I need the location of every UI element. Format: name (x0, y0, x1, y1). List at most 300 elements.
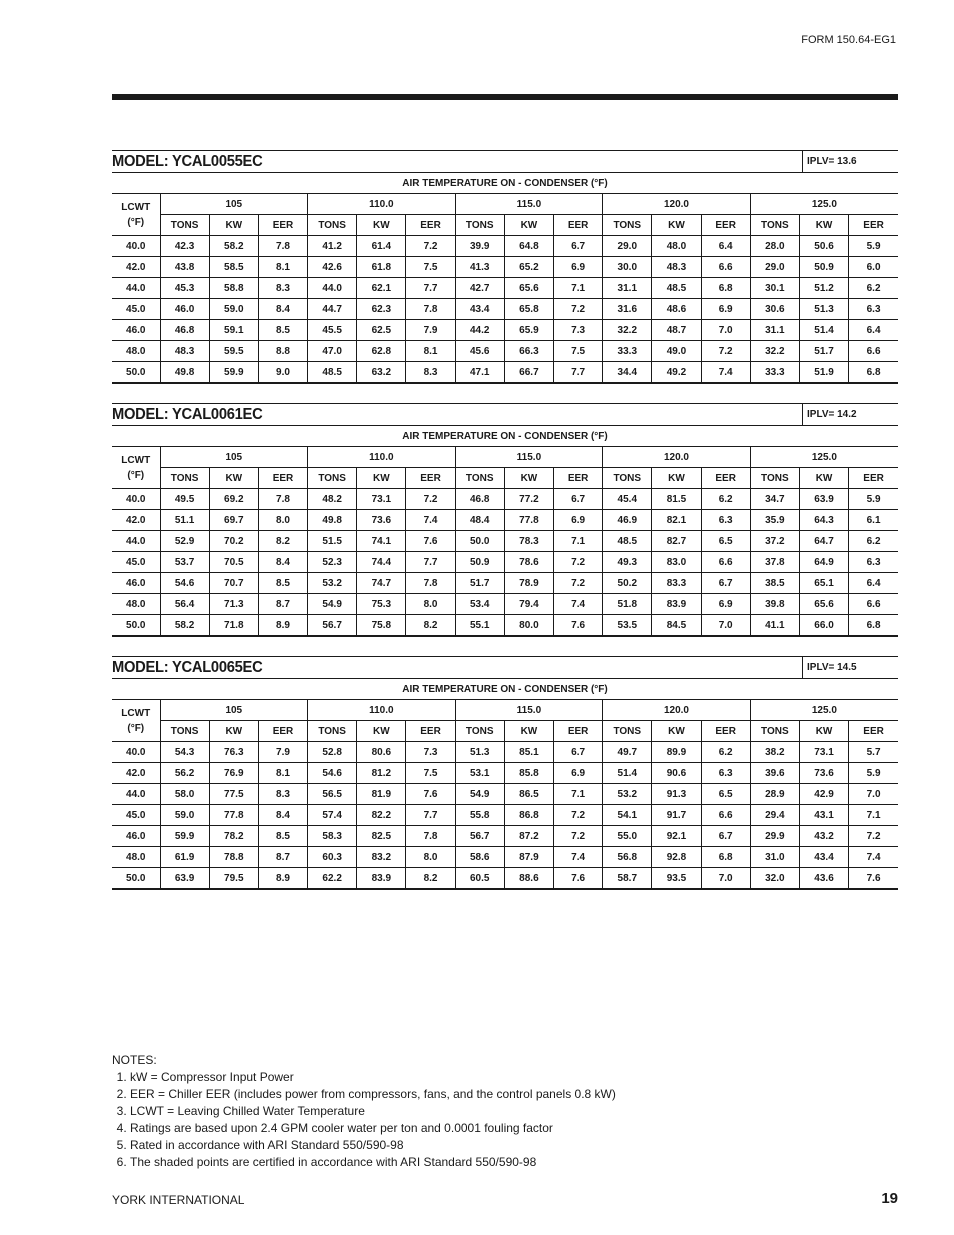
table-cell: 86.8 (504, 805, 553, 826)
column-header: TONS (308, 468, 357, 489)
table-cell: 81.9 (357, 784, 406, 805)
table-cell: 50.0 (112, 615, 160, 637)
table-cell: 82.5 (357, 826, 406, 847)
table-cell: 40.0 (112, 236, 160, 257)
table-cell: 44.0 (112, 784, 160, 805)
table-cell: 64.7 (799, 531, 848, 552)
table-cell: 8.2 (406, 615, 455, 637)
table-cell: 7.1 (554, 278, 603, 299)
table-row (112, 594, 898, 615)
table-cell: 37.2 (750, 531, 799, 552)
table-cell: 62.1 (357, 278, 406, 299)
table-cell: 30.6 (750, 299, 799, 320)
table-cell: 56.2 (160, 763, 209, 784)
column-header: EER (406, 215, 455, 236)
table-cell: 42.0 (112, 763, 160, 784)
table-cell: 84.5 (652, 615, 701, 637)
table-cell: 39.6 (750, 763, 799, 784)
table-row (112, 805, 898, 826)
table-cell: 65.9 (504, 320, 553, 341)
table-cell: 79.4 (504, 594, 553, 615)
table-cell: 7.8 (258, 236, 307, 257)
table-cell: 73.6 (799, 763, 848, 784)
column-header: KW (357, 468, 406, 489)
table-cell: 5.9 (849, 236, 898, 257)
table-cell: 7.2 (554, 573, 603, 594)
column-header: KW (209, 468, 258, 489)
table-cell: 5.9 (849, 763, 898, 784)
table-cell: 7.8 (406, 573, 455, 594)
table-cell: 7.5 (406, 763, 455, 784)
table-row (112, 552, 898, 573)
table-cell: 50.0 (112, 362, 160, 384)
table-cell: 70.2 (209, 531, 258, 552)
temp-header: 115.0 (455, 700, 603, 721)
table-cell: 48.5 (652, 278, 701, 299)
lcwt-label: LCWT (121, 454, 151, 466)
note-item: 6. The shaded points are certified in accordance with ARI Standard 550/590-98 (130, 1154, 616, 1171)
column-header: TONS (603, 215, 652, 236)
table-cell: 54.3 (160, 742, 209, 763)
model-header (112, 403, 898, 426)
column-header: TONS (455, 215, 504, 236)
air-temp-label: AIR TEMPERATURE ON - CONDENSER (°F) (112, 173, 898, 194)
table-row (112, 236, 898, 257)
note-item: 5. Rated in accordance with ARI Standard 550/590-98 (130, 1137, 616, 1154)
table-cell: 43.1 (799, 805, 848, 826)
temp-header: 115.0 (455, 447, 603, 468)
table-cell: 51.1 (160, 510, 209, 531)
table-cell: 7.4 (554, 594, 603, 615)
table-cell: 59.0 (160, 805, 209, 826)
model-header (112, 656, 898, 679)
table-cell: 74.7 (357, 573, 406, 594)
temp-header: 125.0 (750, 447, 898, 468)
table-cell: 7.1 (554, 531, 603, 552)
table-cell: 32.2 (750, 341, 799, 362)
table-cell: 7.6 (406, 784, 455, 805)
table-cell: 56.7 (308, 615, 357, 637)
table-cell: 6.9 (701, 594, 750, 615)
table-cell: 55.1 (455, 615, 504, 637)
note-item: 4. Ratings are based upon 2.4 GPM cooler water per ton and 0.0001 fouling factor (130, 1120, 616, 1137)
table-cell: 58.0 (160, 784, 209, 805)
note-item: 1. kW = Compressor Input Power (130, 1069, 616, 1086)
iplv-value: IPLV= 13.6 (802, 151, 898, 172)
table-cell: 7.8 (258, 489, 307, 510)
table-cell: 43.8 (160, 257, 209, 278)
table-cell: 46.8 (160, 320, 209, 341)
table-cell: 7.7 (554, 362, 603, 384)
table-cell: 6.8 (701, 847, 750, 868)
column-header: EER (406, 468, 455, 489)
table-cell: 58.2 (160, 615, 209, 637)
table-cell: 31.1 (750, 320, 799, 341)
temp-header: 110.0 (308, 700, 456, 721)
table-cell: 53.7 (160, 552, 209, 573)
air-temp-row (112, 426, 898, 447)
table-cell: 64.3 (799, 510, 848, 531)
table-cell: 77.8 (209, 805, 258, 826)
table-cell: 31.6 (603, 299, 652, 320)
table-cell: 39.9 (455, 236, 504, 257)
table-cell: 92.1 (652, 826, 701, 847)
table-cell: 8.3 (258, 278, 307, 299)
table-cell: 58.7 (603, 868, 652, 890)
table-cell: 6.3 (701, 510, 750, 531)
table-cell: 53.4 (455, 594, 504, 615)
table-cell: 6.3 (701, 763, 750, 784)
column-header-row (112, 721, 898, 742)
table-cell: 49.3 (603, 552, 652, 573)
table-cell: 44.0 (112, 531, 160, 552)
table-cell: 51.7 (799, 341, 848, 362)
table-row (112, 257, 898, 278)
table-cell: 53.2 (308, 573, 357, 594)
table-cell: 33.3 (603, 341, 652, 362)
table-cell: 7.6 (849, 868, 898, 890)
column-header: EER (701, 721, 750, 742)
column-header: EER (406, 721, 455, 742)
table-cell: 8.9 (258, 868, 307, 890)
table-cell: 8.5 (258, 320, 307, 341)
table-cell: 7.0 (701, 868, 750, 890)
table-cell: 70.5 (209, 552, 258, 573)
table-cell: 6.4 (701, 236, 750, 257)
table-cell: 47.1 (455, 362, 504, 384)
table-cell: 61.9 (160, 847, 209, 868)
table-cell: 7.9 (258, 742, 307, 763)
table-cell: 69.7 (209, 510, 258, 531)
table-cell: 63.2 (357, 362, 406, 384)
table-row (112, 573, 898, 594)
table-cell: 8.0 (258, 510, 307, 531)
table-cell: 80.0 (504, 615, 553, 637)
table-row (112, 826, 898, 847)
column-header: EER (849, 721, 898, 742)
table-cell: 50.9 (455, 552, 504, 573)
temp-header: 105 (160, 194, 308, 215)
table-cell: 6.4 (849, 573, 898, 594)
table-cell: 85.8 (504, 763, 553, 784)
table-cell: 34.7 (750, 489, 799, 510)
column-header: KW (357, 215, 406, 236)
table-cell: 7.2 (406, 489, 455, 510)
table-cell: 79.5 (209, 868, 258, 890)
model-block (112, 403, 898, 637)
table-cell: 78.8 (209, 847, 258, 868)
column-header: EER (849, 215, 898, 236)
table-cell: 77.5 (209, 784, 258, 805)
table-cell: 76.9 (209, 763, 258, 784)
table-cell: 45.0 (112, 552, 160, 573)
table-cell: 63.9 (160, 868, 209, 890)
table-cell: 51.4 (799, 320, 848, 341)
table-cell: 7.0 (701, 320, 750, 341)
table-cell: 6.2 (849, 278, 898, 299)
table-cell: 34.4 (603, 362, 652, 384)
table-cell: 8.2 (406, 868, 455, 890)
table-cell: 71.8 (209, 615, 258, 637)
lcwt-header (112, 447, 160, 489)
table-cell: 50.0 (455, 531, 504, 552)
temp-header-row (112, 194, 898, 215)
column-header: TONS (308, 215, 357, 236)
table-cell: 6.3 (849, 552, 898, 573)
table-cell: 63.9 (799, 489, 848, 510)
table-cell: 52.9 (160, 531, 209, 552)
model-header (112, 150, 898, 173)
table-row (112, 784, 898, 805)
table-row (112, 868, 898, 890)
column-header-row (112, 215, 898, 236)
table-cell: 45.3 (160, 278, 209, 299)
table-cell: 6.1 (849, 510, 898, 531)
table-cell: 48.2 (308, 489, 357, 510)
table-cell: 7.1 (849, 805, 898, 826)
table-cell: 6.2 (701, 489, 750, 510)
table-cell: 6.7 (701, 826, 750, 847)
table-cell: 53.1 (455, 763, 504, 784)
lcwt-unit: (°F) (127, 469, 145, 481)
table-cell: 62.8 (357, 341, 406, 362)
table-cell: 6.0 (849, 257, 898, 278)
table-cell: 6.6 (701, 552, 750, 573)
table-cell: 65.1 (799, 573, 848, 594)
table-cell: 50.9 (799, 257, 848, 278)
table-cell: 45.5 (308, 320, 357, 341)
table-cell: 45.4 (603, 489, 652, 510)
column-header: EER (258, 468, 307, 489)
table-cell: 9.0 (258, 362, 307, 384)
table-cell: 7.1 (554, 784, 603, 805)
table-cell: 66.0 (799, 615, 848, 637)
table-cell: 48.7 (652, 320, 701, 341)
table-row (112, 742, 898, 763)
table-cell: 60.5 (455, 868, 504, 890)
table-cell: 6.6 (701, 257, 750, 278)
table-cell: 6.9 (554, 510, 603, 531)
table-cell: 8.1 (406, 341, 455, 362)
iplv-value: IPLV= 14.5 (802, 657, 898, 678)
table-cell: 56.4 (160, 594, 209, 615)
table-cell: 51.3 (799, 299, 848, 320)
table-cell: 7.0 (849, 784, 898, 805)
table-cell: 51.5 (308, 531, 357, 552)
table-row (112, 615, 898, 637)
table-cell: 87.2 (504, 826, 553, 847)
table-cell: 48.4 (455, 510, 504, 531)
table-row (112, 320, 898, 341)
table-cell: 49.8 (160, 362, 209, 384)
air-temp-row (112, 679, 898, 700)
table-cell: 51.3 (455, 742, 504, 763)
table-cell: 62.2 (308, 868, 357, 890)
table-cell: 59.9 (160, 826, 209, 847)
table-cell: 61.4 (357, 236, 406, 257)
table-cell: 91.3 (652, 784, 701, 805)
table-cell: 7.5 (554, 341, 603, 362)
note-item: 2. EER = Chiller EER (includes power from compressors, fans, and the control panels 0.8 kW) (130, 1086, 616, 1103)
column-header: TONS (750, 721, 799, 742)
table-cell: 42.7 (455, 278, 504, 299)
table-cell: 8.7 (258, 847, 307, 868)
table-cell: 58.6 (455, 847, 504, 868)
table-cell: 47.0 (308, 341, 357, 362)
table-cell: 43.6 (799, 868, 848, 890)
table-cell: 71.3 (209, 594, 258, 615)
table-cell: 50.0 (112, 868, 160, 890)
table-cell: 41.3 (455, 257, 504, 278)
table-cell: 8.9 (258, 615, 307, 637)
table-cell: 7.8 (406, 826, 455, 847)
table-cell: 49.8 (308, 510, 357, 531)
column-header: TONS (160, 721, 209, 742)
table-cell: 51.8 (603, 594, 652, 615)
table-cell: 7.3 (406, 742, 455, 763)
table-cell: 48.3 (160, 341, 209, 362)
model-title: MODEL: YCAL0065EC (112, 659, 263, 676)
table-cell: 7.7 (406, 278, 455, 299)
column-header: TONS (455, 468, 504, 489)
table-cell: 75.3 (357, 594, 406, 615)
table-cell: 86.5 (504, 784, 553, 805)
table-cell: 92.8 (652, 847, 701, 868)
table-cell: 51.7 (455, 573, 504, 594)
table-cell: 54.6 (160, 573, 209, 594)
temp-header: 115.0 (455, 194, 603, 215)
column-header: EER (554, 468, 603, 489)
table-cell: 31.1 (603, 278, 652, 299)
table-cell: 60.3 (308, 847, 357, 868)
table-cell: 49.5 (160, 489, 209, 510)
table-cell: 65.6 (504, 278, 553, 299)
temp-header: 120.0 (603, 700, 751, 721)
table-cell: 45.6 (455, 341, 504, 362)
table-cell: 7.6 (554, 868, 603, 890)
table-cell: 6.5 (701, 531, 750, 552)
table-cell: 33.3 (750, 362, 799, 384)
table-cell: 78.3 (504, 531, 553, 552)
table-cell: 43.4 (799, 847, 848, 868)
table-cell: 6.8 (701, 278, 750, 299)
column-header: KW (209, 215, 258, 236)
table-cell: 54.1 (603, 805, 652, 826)
table-cell: 29.4 (750, 805, 799, 826)
table-cell: 6.2 (849, 531, 898, 552)
table-cell: 8.4 (258, 299, 307, 320)
column-header: EER (554, 215, 603, 236)
table-row (112, 299, 898, 320)
footer-company: YORK INTERNATIONAL (112, 1193, 245, 1207)
table-row (112, 489, 898, 510)
table-cell: 48.5 (603, 531, 652, 552)
table-cell: 8.0 (406, 594, 455, 615)
model-block (112, 656, 898, 890)
table-cell: 29.0 (603, 236, 652, 257)
column-header: KW (799, 468, 848, 489)
table-cell: 6.4 (849, 320, 898, 341)
table-cell: 83.9 (357, 868, 406, 890)
form-id: FORM 150.64-EG1 (801, 34, 896, 46)
table-cell: 44.2 (455, 320, 504, 341)
column-header: TONS (160, 215, 209, 236)
table-cell: 40.0 (112, 489, 160, 510)
table-cell: 43.2 (799, 826, 848, 847)
table-cell: 8.5 (258, 826, 307, 847)
table-cell: 6.7 (554, 236, 603, 257)
column-header: KW (799, 215, 848, 236)
table-cell: 58.8 (209, 278, 258, 299)
lcwt-unit: (°F) (127, 722, 145, 734)
table-cell: 73.6 (357, 510, 406, 531)
table-cell: 6.3 (849, 299, 898, 320)
table-cell: 87.9 (504, 847, 553, 868)
table-cell: 91.7 (652, 805, 701, 826)
performance-table (112, 679, 898, 890)
table-cell: 7.2 (554, 805, 603, 826)
air-temp-label: AIR TEMPERATURE ON - CONDENSER (°F) (112, 679, 898, 700)
table-cell: 51.9 (799, 362, 848, 384)
table-cell: 32.2 (603, 320, 652, 341)
table-cell: 55.8 (455, 805, 504, 826)
table-row (112, 362, 898, 384)
note-item: 3. LCWT = Leaving Chilled Water Temperature (130, 1103, 616, 1120)
table-cell: 64.9 (799, 552, 848, 573)
table-cell: 48.0 (112, 341, 160, 362)
temp-header-row (112, 447, 898, 468)
table-cell: 8.3 (406, 362, 455, 384)
column-header: TONS (603, 468, 652, 489)
table-cell: 42.0 (112, 510, 160, 531)
table-cell: 56.7 (455, 826, 504, 847)
temp-header-row (112, 700, 898, 721)
lcwt-label: LCWT (121, 201, 151, 213)
table-cell: 89.9 (652, 742, 701, 763)
table-cell: 78.9 (504, 573, 553, 594)
top-rule (112, 94, 898, 100)
temp-header: 125.0 (750, 194, 898, 215)
table-cell: 41.1 (750, 615, 799, 637)
table-cell: 49.2 (652, 362, 701, 384)
table-cell: 6.8 (849, 362, 898, 384)
table-cell: 81.5 (652, 489, 701, 510)
table-cell: 83.9 (652, 594, 701, 615)
model-title: MODEL: YCAL0055EC (112, 153, 263, 170)
table-cell: 45.0 (112, 299, 160, 320)
table-cell: 59.0 (209, 299, 258, 320)
table-cell: 64.8 (504, 236, 553, 257)
table-cell: 46.8 (455, 489, 504, 510)
table-cell: 8.1 (258, 763, 307, 784)
column-header: EER (701, 468, 750, 489)
table-cell: 78.2 (209, 826, 258, 847)
table-cell: 81.2 (357, 763, 406, 784)
iplv-value: IPLV= 14.2 (802, 404, 898, 425)
table-cell: 53.2 (603, 784, 652, 805)
table-cell: 77.2 (504, 489, 553, 510)
table-cell: 8.2 (258, 531, 307, 552)
performance-table (112, 173, 898, 384)
table-cell: 42.3 (160, 236, 209, 257)
table-cell: 82.2 (357, 805, 406, 826)
table-cell: 69.2 (209, 489, 258, 510)
table-cell: 7.9 (406, 320, 455, 341)
table-cell: 7.2 (554, 552, 603, 573)
table-cell: 6.6 (849, 341, 898, 362)
table-cell: 41.2 (308, 236, 357, 257)
table-cell: 7.2 (701, 341, 750, 362)
